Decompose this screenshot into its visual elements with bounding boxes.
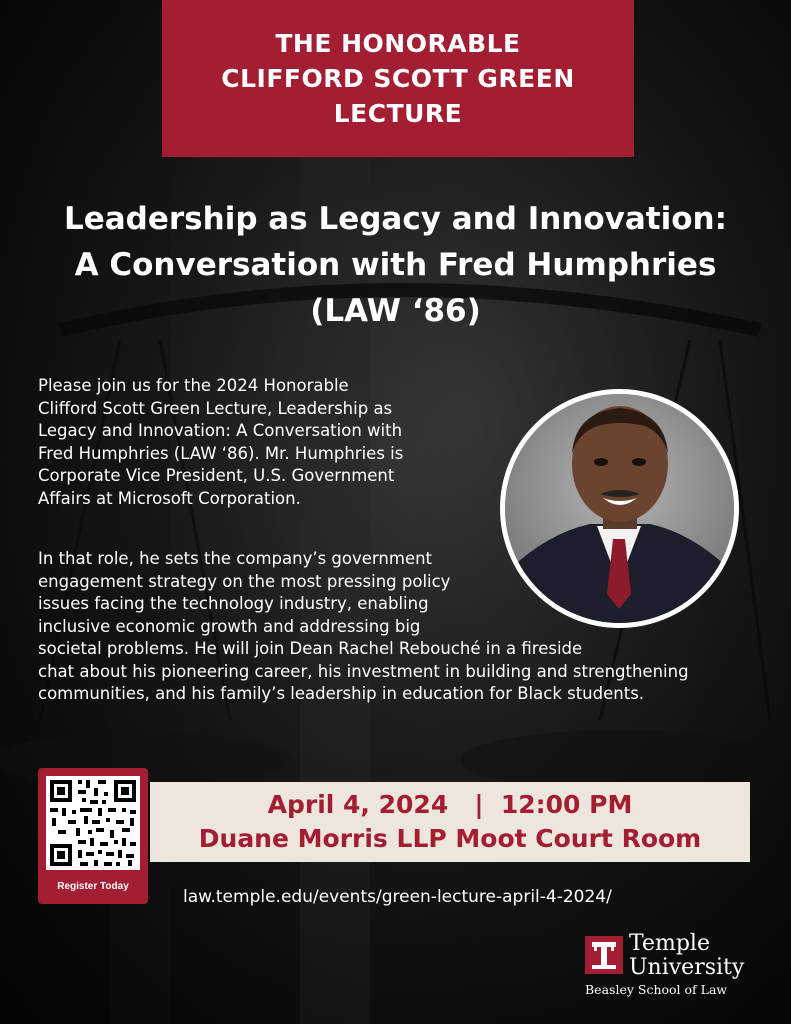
- title-line-1: Leadership as Legacy and Innovation:: [63, 201, 728, 237]
- role-line: inclusive economic growth and addressing big: [38, 616, 421, 636]
- role-line: communities, and his family’s leadership in education for Black students.: [38, 684, 645, 703]
- intro-line: Clifford Scott Green Lecture, Leadership as: [38, 398, 393, 418]
- role-line: issues facing the technology industry, enabling: [38, 594, 429, 613]
- registration-qr-card[interactable]: [38, 768, 148, 904]
- role-line: engagement strategy on the most pressing policy: [38, 571, 451, 591]
- banner-line-2: CLIFFORD SCOTT GREEN: [221, 64, 575, 93]
- intro-line: Fred Humphries (LAW ‘86). Mr. Humphries is: [38, 443, 404, 463]
- event-details: [150, 782, 750, 862]
- temple-university-logo: [585, 932, 765, 1002]
- event-date-time: April 4, 2024 | 12:00 PM: [267, 790, 633, 819]
- banner-line-3: LECTURE: [333, 99, 463, 128]
- event-url-link[interactable]: law.temple.edu/events/green-lecture-april-4-2024/: [183, 887, 612, 907]
- lecture-banner: [162, 0, 634, 157]
- role-line: societal problems. He will join Dean Rachel Rebouché in a fireside: [38, 639, 583, 658]
- intro-line: Legacy and Innovation: A Conversation with: [38, 421, 403, 440]
- role-line: In that role, he sets the company’s government: [38, 549, 433, 568]
- logo-name-university: University: [629, 955, 745, 980]
- register-today-label[interactable]: Register Today: [57, 881, 129, 892]
- intro-line: Corporate Vice President, U.S. Government: [38, 466, 395, 485]
- banner-line-1: THE HONORABLE: [275, 29, 521, 58]
- intro-line: Please join us for the 2024 Honorable: [38, 376, 349, 395]
- role-line: chat about his pioneering career, his investment in building and strengthening: [38, 661, 689, 681]
- portrait-illustration: [505, 394, 734, 623]
- intro-line: Affairs at Microsoft Corporation.: [38, 488, 301, 508]
- intro-paragraph: [38, 375, 403, 510]
- temple-t-logo-icon: [585, 936, 623, 974]
- title-line-2: A Conversation with Fred Humphries: [74, 247, 717, 283]
- logo-name-temple: Temple: [629, 931, 710, 956]
- event-title: [20, 196, 771, 334]
- qr-code-icon[interactable]: [46, 776, 140, 870]
- speaker-portrait: [500, 389, 739, 628]
- logo-school-name: Beasley School of Law: [585, 982, 728, 997]
- event-location: Duane Morris LLP Moot Court Room: [198, 824, 702, 853]
- title-line-3: (LAW ‘86): [310, 293, 481, 329]
